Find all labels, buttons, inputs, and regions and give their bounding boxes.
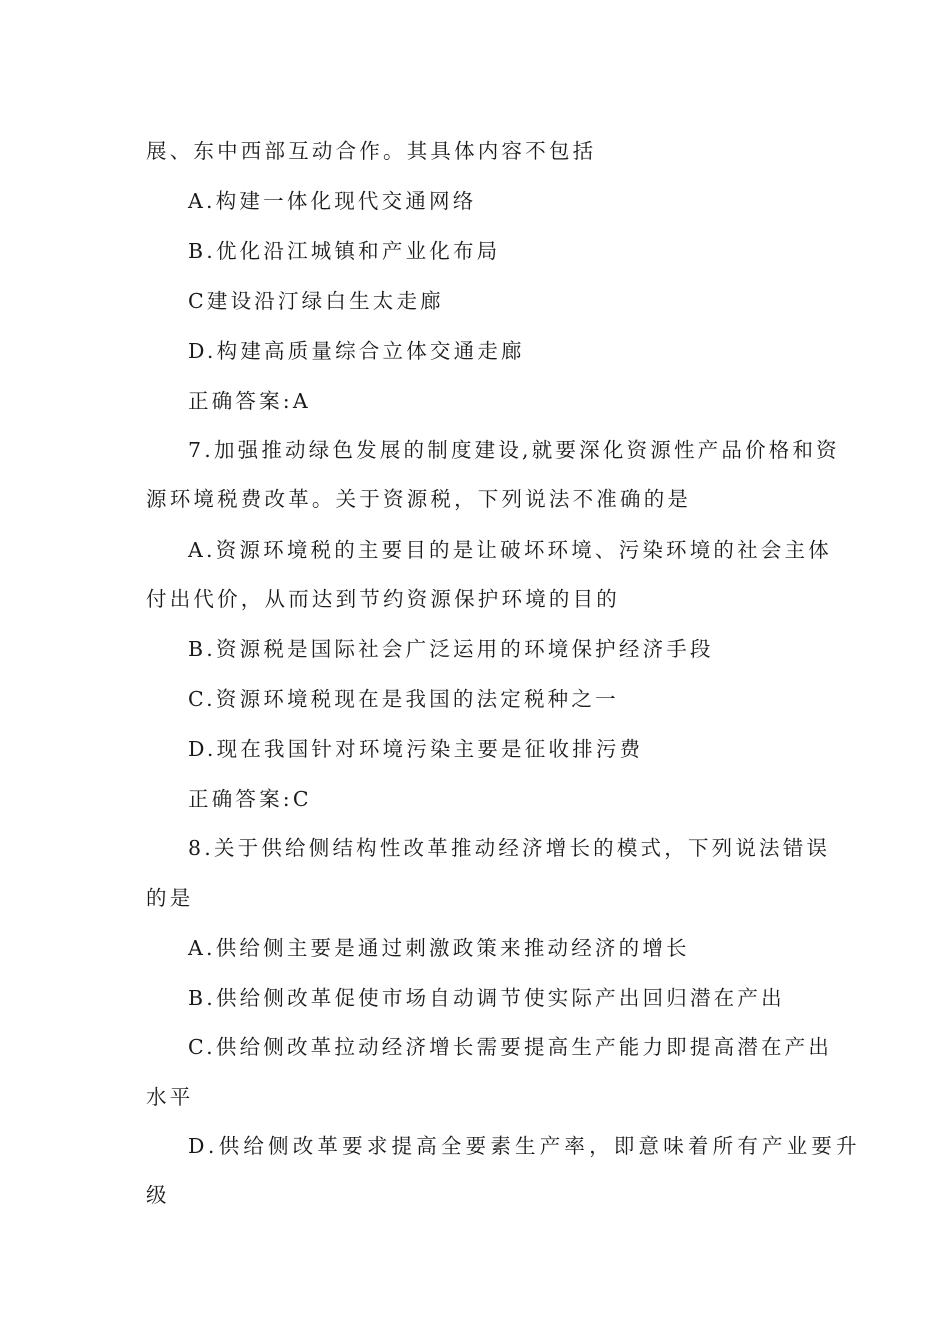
question-8-stem: 8.关于供给侧结构性改革推动经济增长的模式，下列说法错误	[188, 836, 831, 860]
question-6-option-a: A.构建一体化现代交通网络	[188, 189, 477, 213]
question-7-stem: 7.加强推动绿色发展的制度建设,就要深化资源性产品价格和资	[188, 438, 840, 462]
question-7-option-a: A.资源环境税的主要目的是让破坏环境、污染环境的社会主体	[188, 538, 832, 562]
question-7-answer: 正确答案:C	[188, 787, 312, 811]
question-8-option-c: C.供给侧改革拉动经济增长需要提高生产能力即提高潜在产出	[188, 1035, 833, 1059]
question-8-stem-continuation: 的是	[146, 886, 194, 910]
question-8-option-b: B.供给侧改革促使市场自动调节使实际产出回归潜在产出	[188, 986, 785, 1010]
question-7-option-c: C.资源环境税现在是我国的法定税种之一	[188, 687, 619, 711]
question-7-option-d: D.现在我国针对环境污染主要是征收排污费	[188, 737, 644, 761]
question-8-option-c-continuation: 水平	[146, 1085, 194, 1109]
question-8-option-d-continuation: 级	[146, 1183, 170, 1207]
question-6-option-b: B.优化沿江城镇和产业化布局	[188, 239, 501, 263]
question-8-option-a: A.供给侧主要是通过刺激政策来推动经济的增长	[188, 936, 690, 960]
question-6-option-c: C建设沿汀绿白生太走廊	[188, 289, 444, 313]
question-6-stem-continuation: 展、东中西部互动合作。其具体内容不包括	[146, 139, 597, 163]
question-7-option-b: B.资源税是国际社会广泛运用的环境保护经济手段	[188, 637, 714, 661]
question-6-answer: 正确答案:A	[188, 389, 311, 413]
question-7-stem-continuation: 源环境税费改革。关于资源税，下列说法不准确的是	[146, 487, 692, 511]
question-8-option-d: D.供给侧改革要求提高全要素生产率，即意味着所有产业要升	[188, 1134, 861, 1158]
question-7-option-a-continuation: 付出代价，从而达到节约资源保护环境的目的	[146, 587, 620, 611]
question-6-option-d: D.构建高质量综合立体交通走廊	[188, 339, 525, 363]
